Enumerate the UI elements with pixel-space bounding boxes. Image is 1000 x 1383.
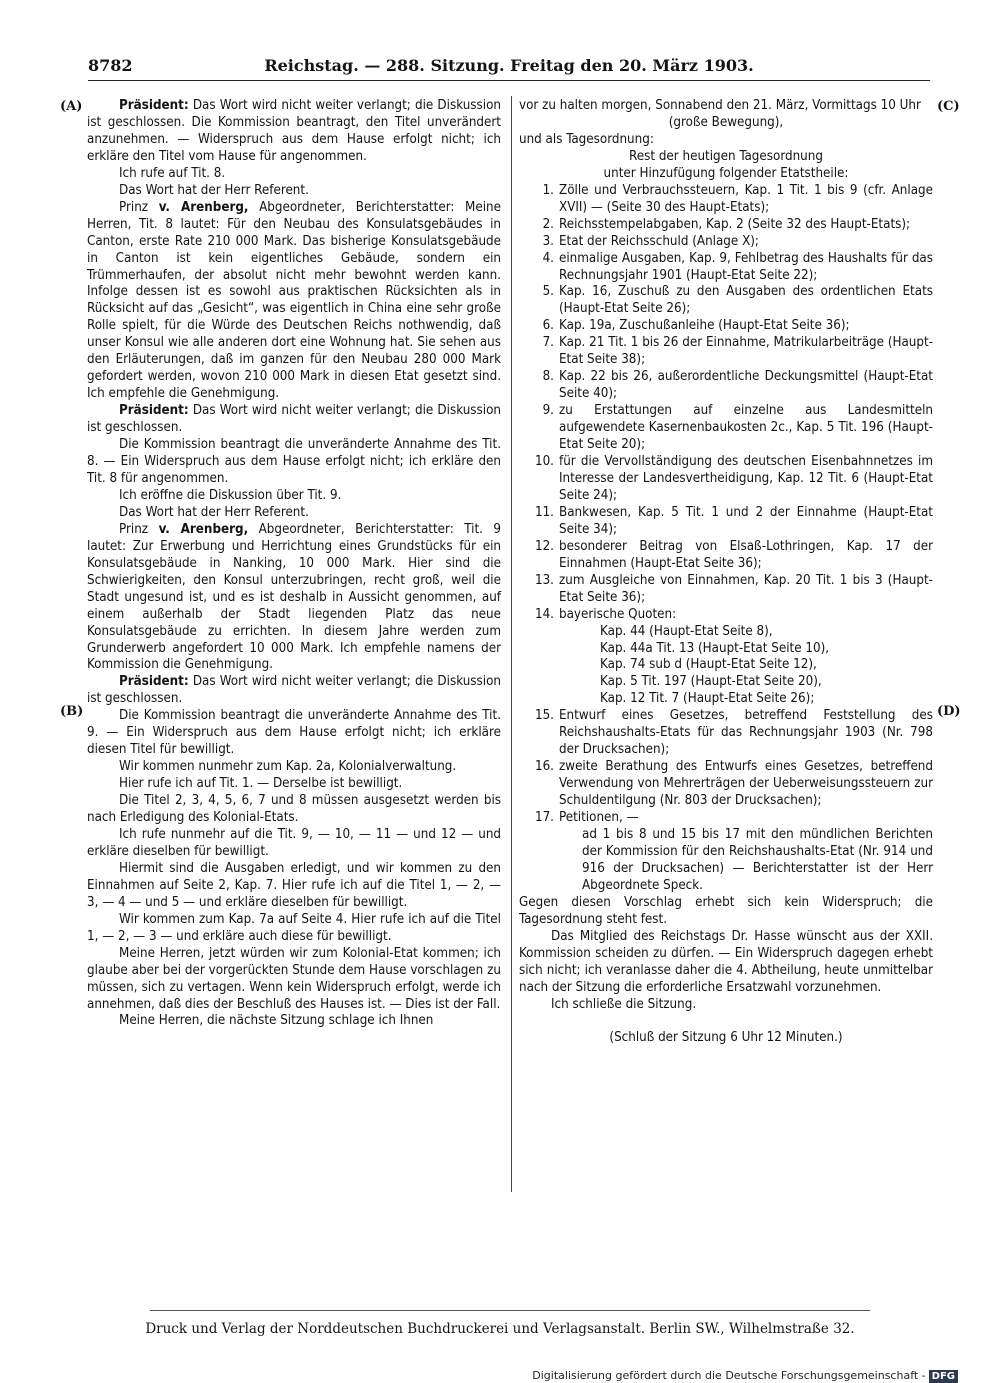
closing-paragraph: Ich schließe die Sitzung. bbox=[551, 996, 697, 1012]
left-paragraph: Hier rufe ich auf Tit. 1. — Derselbe ist bewilligt. bbox=[119, 776, 403, 792]
agenda-item bbox=[519, 708, 933, 759]
agenda-item-number: 14. bbox=[534, 606, 554, 622]
session-intro: vor zu halten morgen, Sonnabend den 21. März, Vormittags 10 Uhr bbox=[519, 98, 921, 113]
agenda-item-text: Entwurf eines Gesetzes, betreffend Feststellung des Reichshaushalts-Etats für das Rechnungsjahr 1903 (Nr. 798 der Drucksachen); bbox=[559, 708, 933, 758]
page-number: 8782 bbox=[88, 56, 133, 75]
column-divider bbox=[511, 96, 512, 1192]
speech-text: Das Wort wird nicht weiter verlangt; die Diskussion ist geschlossen. bbox=[87, 674, 501, 707]
left-paragraph bbox=[87, 98, 501, 166]
left-paragraph bbox=[87, 403, 501, 437]
agenda-item-number: 9. bbox=[542, 403, 554, 419]
agenda-item-number: 5. bbox=[542, 284, 554, 300]
running-header bbox=[88, 50, 930, 81]
agenda-list bbox=[519, 183, 933, 624]
agenda-item-text: einmalige Ausgaben, Kap. 9, Fehlbetrag des Haushalts für das Rechnungsjahr 1901 (Haupt-Etat Seite 22); bbox=[559, 250, 933, 283]
agenda-second: unter Hinzufügung folgender Etatstheile: bbox=[603, 165, 849, 181]
left-paragraph: Wir kommen zum Kap. 7a auf Seite 4. Hier rufe ich auf die Titel 1, — 2, — 3 — und erkläre auch diese für bewilligt. bbox=[87, 911, 501, 944]
left-paragraph: Die Titel 2, 3, 4, 5, 6, 7 und 8 müssen ausgesetzt werden bis nach Erledigung des Kolonial-Etats. bbox=[87, 793, 501, 826]
agenda-item-number: 11. bbox=[534, 504, 554, 520]
agenda-item bbox=[519, 505, 933, 539]
left-paragraph bbox=[87, 674, 501, 708]
agenda-item-number: 13. bbox=[534, 572, 554, 588]
left-paragraph: Ich eröffne die Diskussion über Tit. 9. bbox=[119, 487, 342, 503]
agenda-item-text: Kap. 21 Tit. 1 bis 26 der Einnahme, Matrikularbeiträge (Haupt-Etat Seite 38); bbox=[559, 335, 933, 368]
agenda-item-number: 2. bbox=[542, 216, 554, 232]
speaker-prefix: Prinz bbox=[119, 199, 159, 215]
left-paragraph: Meine Herren, jetzt würden wir zum Kolonial-Etat kommen; ich glaube aber bei der vorgerückten Stunde dem Hause vorschlagen zu müssen, sich zu vertagen. Wenn kein Widerspruch erfolgt, werde ich annehmen, daß dies der Beschluß des Hauses ist. — Dies ist der Fall. bbox=[87, 945, 501, 1012]
speaker-label: v. Arenberg, bbox=[158, 199, 249, 215]
agenda-item bbox=[519, 403, 933, 454]
agenda-item-number: 6. bbox=[542, 318, 554, 334]
agenda-first: Rest der heutigen Tagesordnung bbox=[629, 148, 823, 164]
left-paragraph bbox=[87, 522, 501, 675]
agenda-label: und als Tagesordnung: bbox=[519, 131, 654, 147]
quote-list bbox=[519, 624, 933, 709]
digitization-note bbox=[532, 1369, 958, 1383]
speech-text: Das Wort wird nicht weiter verlangt; die Diskussion ist geschlossen. Die Kommission beantragt, den Titel unverändert anzunehmen. — Widerspruch aus dem Hause erfolgt nicht; ich erkläre den Titel vom Hause für angenommen. bbox=[87, 98, 501, 164]
imprint: Druck und Verlag der Norddeutschen Buchdruckerei und Verlagsanstalt. Berlin SW., Wilhelmstraße 32. bbox=[145, 1321, 855, 1337]
agenda-item-text: Petitionen, — bbox=[559, 810, 639, 826]
dfg-note-text: Digitalisierung gefördert durch die Deutsche Forschungsgemeinschaft - bbox=[532, 1369, 926, 1382]
left-paragraph: Ich rufe nunmehr auf die Tit. 9, — 10, — 11 — und 12 — und erkläre dieselben für bewilligt. bbox=[87, 826, 501, 859]
left-column bbox=[87, 98, 501, 1030]
agenda-item-number: 16. bbox=[534, 759, 554, 775]
closing-paragraph: Das Mitglied des Reichstags Dr. Hasse wünscht aus der XXII. Kommission scheiden zu dürfen. — Ein Widerspruch dagegen erhebt sich nicht; ich veranlasse daher die 4. Abtheilung, heute unmittelbar nach der Sitzung die erforderliche Ersatzwahl vorzunehmen. bbox=[519, 928, 933, 995]
quote-entry: Kap. 74 sub d (Haupt-Etat Seite 12), bbox=[600, 657, 817, 673]
speech-text: Das Wort wird nicht weiter verlangt; die Diskussion ist geschlossen. bbox=[87, 403, 501, 436]
agenda-item bbox=[519, 573, 933, 607]
agenda-item bbox=[519, 369, 933, 403]
quote-entry: Kap. 12 Tit. 7 (Haupt-Etat Seite 26); bbox=[600, 691, 815, 707]
left-paragraph: Das Wort hat der Herr Referent. bbox=[119, 182, 309, 198]
agenda-item-text: zum Ausgleiche von Einnahmen, Kap. 20 Tit. 1 bis 3 (Haupt-Etat Seite 36); bbox=[559, 572, 933, 605]
agenda-item-text: bayerische Quoten: bbox=[559, 606, 677, 622]
margin-mark-c: (C) bbox=[937, 99, 960, 114]
end-note: (Schluß der Sitzung 6 Uhr 12 Minuten.) bbox=[609, 1030, 843, 1046]
left-paragraph: Meine Herren, die nächste Sitzung schlage ich Ihnen bbox=[119, 1013, 434, 1029]
footer-rule bbox=[150, 1310, 870, 1311]
petition-detail: ad 1 bis 8 und 15 bis 17 mit den mündlichen Berichten der Kommission für den Reichshaushalts-Etat (Nr. 914 und 916 der Drucksachen) — Berichterstatter ist der Herr Abgeordnete Speck. bbox=[582, 826, 933, 893]
agenda-item-text: Kap. 22 bis 26, außerordentliche Deckungsmittel (Haupt-Etat Seite 40); bbox=[559, 369, 933, 402]
agenda-item bbox=[519, 183, 933, 217]
dfg-logo: DFG bbox=[929, 1370, 958, 1383]
left-paragraph: Die Kommission beantragt die unveränderte Annahme des Tit. 9. — Ein Widerspruch aus dem Hause erfolgt nicht; ich erkläre diesen Titel für bewilligt. bbox=[87, 708, 501, 758]
left-paragraph: Das Wort hat der Herr Referent. bbox=[119, 504, 309, 520]
agenda-item-number: 1. bbox=[542, 182, 554, 198]
agenda-item bbox=[519, 318, 933, 335]
agenda-item-number: 10. bbox=[534, 454, 554, 470]
closing-paragraph: Gegen diesen Vorschlag erhebt sich kein Widerspruch; die Tagesordnung steht fest. bbox=[519, 894, 933, 927]
agenda-item-number: 4. bbox=[542, 250, 554, 266]
margin-mark-d: (D) bbox=[937, 704, 961, 719]
agenda-list-continued bbox=[519, 708, 933, 827]
agenda-item-number: 15. bbox=[534, 708, 554, 724]
agenda-item bbox=[519, 759, 933, 810]
agenda-item bbox=[519, 251, 933, 285]
agenda-item-text: besonderer Beitrag von Elsaß-Lothringen, Kap. 17 der Einnahmen (Haupt-Etat Seite 36); bbox=[559, 538, 933, 571]
agenda-item-number: 7. bbox=[542, 335, 554, 351]
agenda-item bbox=[519, 217, 933, 234]
agenda-item bbox=[519, 810, 933, 827]
agenda-item-text: Etat der Reichsschuld (Anlage X); bbox=[559, 233, 759, 249]
speaker-label: Präsident: bbox=[119, 98, 189, 113]
speaker-prefix: Prinz bbox=[119, 521, 159, 537]
margin-mark-a: (A) bbox=[60, 99, 83, 114]
agenda-item-text: zu Erstattungen auf einzelne aus Landesmitteln aufgewendete Kasernenbaukosten 2c., Kap. 5 Tit. 196 (Haupt-Etat Seite 20); bbox=[559, 403, 933, 453]
agenda-item bbox=[519, 234, 933, 251]
agenda-item-text: Bankwesen, Kap. 5 Tit. 1 und 2 der Einnahme (Haupt-Etat Seite 34); bbox=[559, 504, 933, 537]
agenda-item-text: zweite Berathung des Entwurfs eines Gesetzes, betreffend Verwendung von Mehrerträgen der Ueberweisungssteuern zur Schuldentilgung (Nr. 803 der Drucksachen); bbox=[559, 759, 933, 809]
agenda-item-text: Kap. 16, Zuschuß zu den Ausgaben des ordentlichen Etats (Haupt-Etat Seite 26); bbox=[559, 284, 933, 317]
agenda-item-number: 8. bbox=[542, 369, 554, 385]
agenda-item-number: 17. bbox=[534, 810, 554, 826]
header-title: Reichstag. — 288. Sitzung. Freitag den 20. März 1903. bbox=[264, 56, 754, 75]
left-paragraph: Hiermit sind die Ausgaben erledigt, und wir kommen zu den Einnahmen auf Seite 2, Kap. 7. Hier rufe ich auf die Titel 1, — 2, — 3, — 4 — und 5 — und erkläre dieselben für bewilligt. bbox=[87, 860, 501, 910]
reaction-note: (große Bewegung), bbox=[668, 114, 784, 130]
agenda-item bbox=[519, 335, 933, 369]
agenda-item-text: Zölle und Verbrauchssteuern, Kap. 1 Tit. 1 bis 9 (cfr. Anlage XVII) — (Seite 30 des Haupt-Etats); bbox=[559, 182, 933, 215]
speaker-label: Präsident: bbox=[119, 674, 189, 690]
speech-text: Abgeordneter, Berichterstatter: Tit. 9 lautet: Zur Erwerbung und Herrichtung eines Grundstücks für ein Konsulatsgebäude in Nanking, 10 000 Mark. Hier sind die Schwierigkeiten, den Konsul unterzubringen, recht groß, weil die Stadt ungesund ist, und es ist deshalb in Aussicht genommen, auf einem außerhalb der Stadt liegenden Platz das neue Konsulatsgebäude zu errichten. In diesem Jahre werden zum Grunderwerb angefordert 10 000 Mark. Ich empfehle namens der Kommission die Genehmigung. bbox=[87, 521, 502, 673]
left-paragraph: Wir kommen nunmehr zum Kap. 2a, Kolonialverwaltung. bbox=[119, 759, 457, 775]
agenda-item-number: 12. bbox=[534, 538, 554, 554]
quote-entry: Kap. 44 (Haupt-Etat Seite 8), bbox=[600, 623, 773, 639]
agenda-item bbox=[519, 539, 933, 573]
margin-mark-b: (B) bbox=[60, 704, 84, 719]
agenda-item bbox=[519, 607, 933, 624]
speaker-label: Präsident: bbox=[119, 403, 189, 419]
agenda-item-text: Reichsstempelabgaben, Kap. 2 (Seite 32 des Haupt-Etats); bbox=[559, 216, 911, 232]
quote-entry: Kap. 44a Tit. 13 (Haupt-Etat Seite 10), bbox=[600, 640, 830, 656]
speaker-label: v. Arenberg, bbox=[158, 521, 249, 537]
agenda-item-number: 3. bbox=[542, 233, 554, 249]
left-paragraph: Die Kommission beantragt die unveränderte Annahme des Tit. 8. — Ein Widerspruch aus dem Hause erfolgt nicht; ich erkläre den Tit. 8 für angenommen. bbox=[87, 437, 501, 486]
speech-text: Abgeordneter, Berichterstatter: Meine Herren, Tit. 8 lautet: Für den Neubau des Konsulatsgebäudes in Canton, erste Rate 210 000 Mark. Das bisherige Konsulatsgebäude in Canton ist kein eigentliches Gebäude, sondern ein Trümmerhaufen, der absolut nicht mehr bewohnt werden kann. Infolge dessen ist es sowohl aus praktischen Rücksichten als in Rücksicht auf das „Gesicht“, was eigentlich in China eine sehr große Rolle spielt, für die Würde des Deutschen Reichs nothwendig, daß unser Konsul wie alle anderen dort eine Wohnung hat. Sie sehen aus den Erläuterungen, daß im ganzen für den Neubau 280 000 Mark gefordert werden, wovon 210 000 Mark in diesen Etat gesetzt sind. Ich empfehle die Genehmigung. bbox=[87, 199, 501, 402]
quote-entry: Kap. 5 Tit. 197 (Haupt-Etat Seite 20), bbox=[600, 674, 822, 690]
closing-remarks bbox=[519, 895, 933, 1014]
agenda-item-text: Kap. 19a, Zuschußanleihe (Haupt-Etat Seite 36); bbox=[559, 318, 850, 334]
left-paragraph: Ich rufe auf Tit. 8. bbox=[119, 165, 226, 181]
agenda-item bbox=[519, 454, 933, 505]
right-column bbox=[519, 98, 933, 1047]
left-paragraph bbox=[87, 200, 501, 403]
agenda-item-text: für die Vervollständigung des deutschen Eisenbahnnetzes im Interesse der Landesvertheidigung, Kap. 12 Tit. 6 (Haupt-Etat Seite 24); bbox=[559, 454, 933, 503]
agenda-item bbox=[519, 284, 933, 318]
